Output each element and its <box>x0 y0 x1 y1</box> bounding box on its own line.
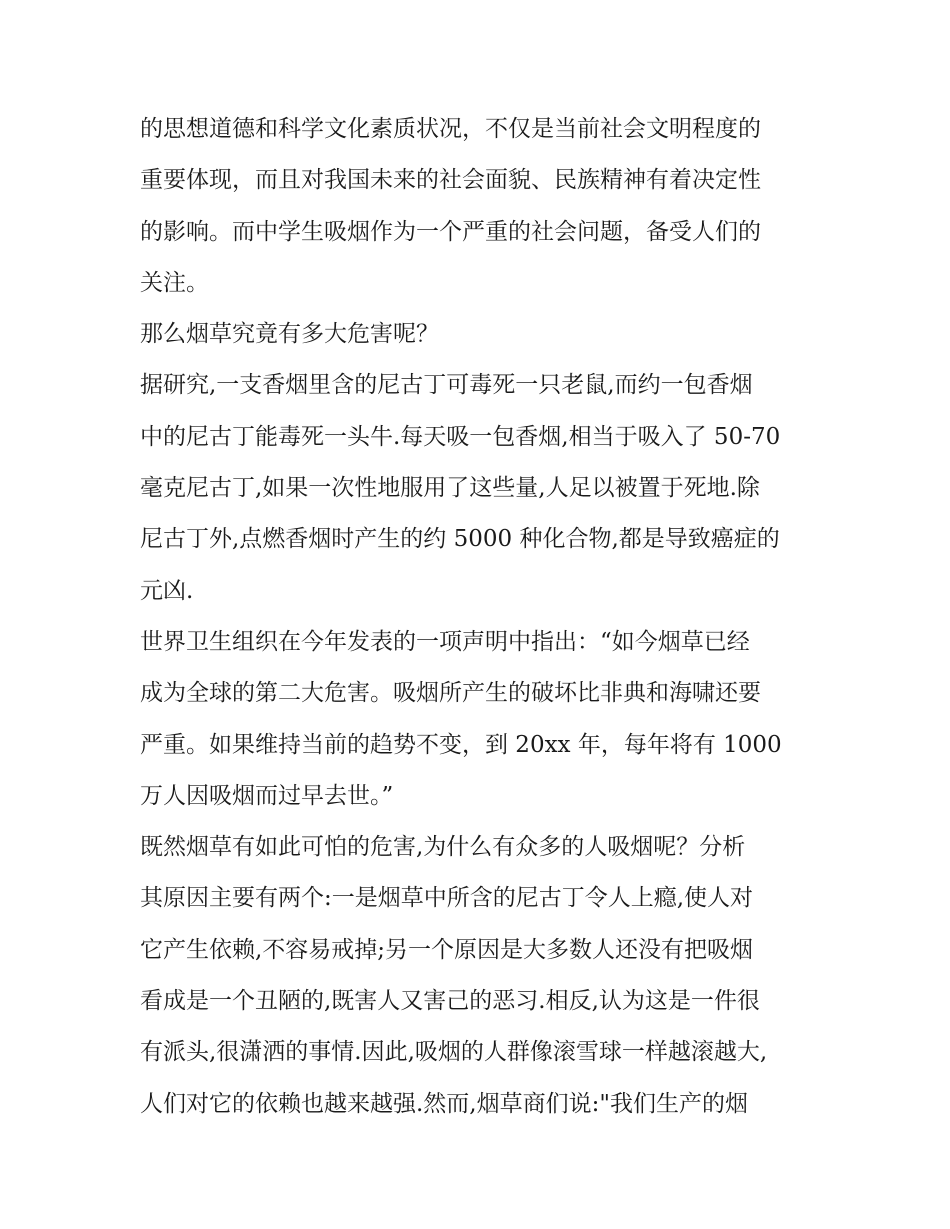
document-body <box>140 104 820 1130</box>
text-line: 世界卫生组织在今年发表的一项声明中指出：“如今烟草已经 <box>140 628 750 655</box>
text-line: 尼古丁外,点燃香烟时产生的约 5000 种化合物,都是导致癌症的 <box>140 526 780 553</box>
text-line: 重要体现，而且对我国未来的社会面貌、民族精神有着决定性 <box>140 167 761 194</box>
text-line: 看成是一个丑陋的,既害人又害己的恶习.相反,认为这是一件很 <box>140 988 760 1015</box>
text-line: 的思想道德和科学文化素质状况，不仅是当前社会文明程度的 <box>140 116 761 142</box>
text-line: 据研究,一支香烟里含的尼古丁可毒死一只老鼠,而约一包香烟 <box>140 372 753 399</box>
text-line: 严重。如果维持当前的趋势不变，到 20xx 年，每年将有 1000 <box>140 731 782 758</box>
text-line: 成为全球的第二大危害。吸烟所产生的破坏比非典和海啸还要 <box>140 680 761 707</box>
text-line: 关注。 <box>140 269 209 296</box>
text-line: 的影响。而中学生吸烟作为一个严重的社会问题，备受人们的 <box>140 218 761 245</box>
text-line: 它产生依赖,不容易戒掉;另一个原因是大多数人还没有把吸烟 <box>140 936 754 963</box>
text-line: 有派头,很潇洒的事情.因此,吸烟的人群像滚雪球一样越滚越大, <box>140 1039 768 1066</box>
text-line: 元凶. <box>140 577 194 604</box>
text-line: 毫克尼古丁,如果一次性地服用了这些量,人足以被置于死地.除 <box>140 475 760 502</box>
text-line: 既然烟草有如此可怕的危害,为什么有众多的人吸烟呢？分析 <box>140 834 746 861</box>
text-line: 人们对它的依赖也越来越强.然而,烟草商们说:"我们生产的烟 <box>140 1090 748 1117</box>
text-line: 那么烟草究竟有多大危害呢？ <box>140 321 439 348</box>
text-line: 万人因吸烟而过早去世。” <box>140 782 394 809</box>
text-line: 中的尼古丁能毒死一头牛.每天吸一包香烟,相当于吸入了 50-70 <box>140 423 781 450</box>
text-line: 其原因主要有两个:一是烟草中所含的尼古丁令人上瘾,使人对 <box>140 885 754 912</box>
